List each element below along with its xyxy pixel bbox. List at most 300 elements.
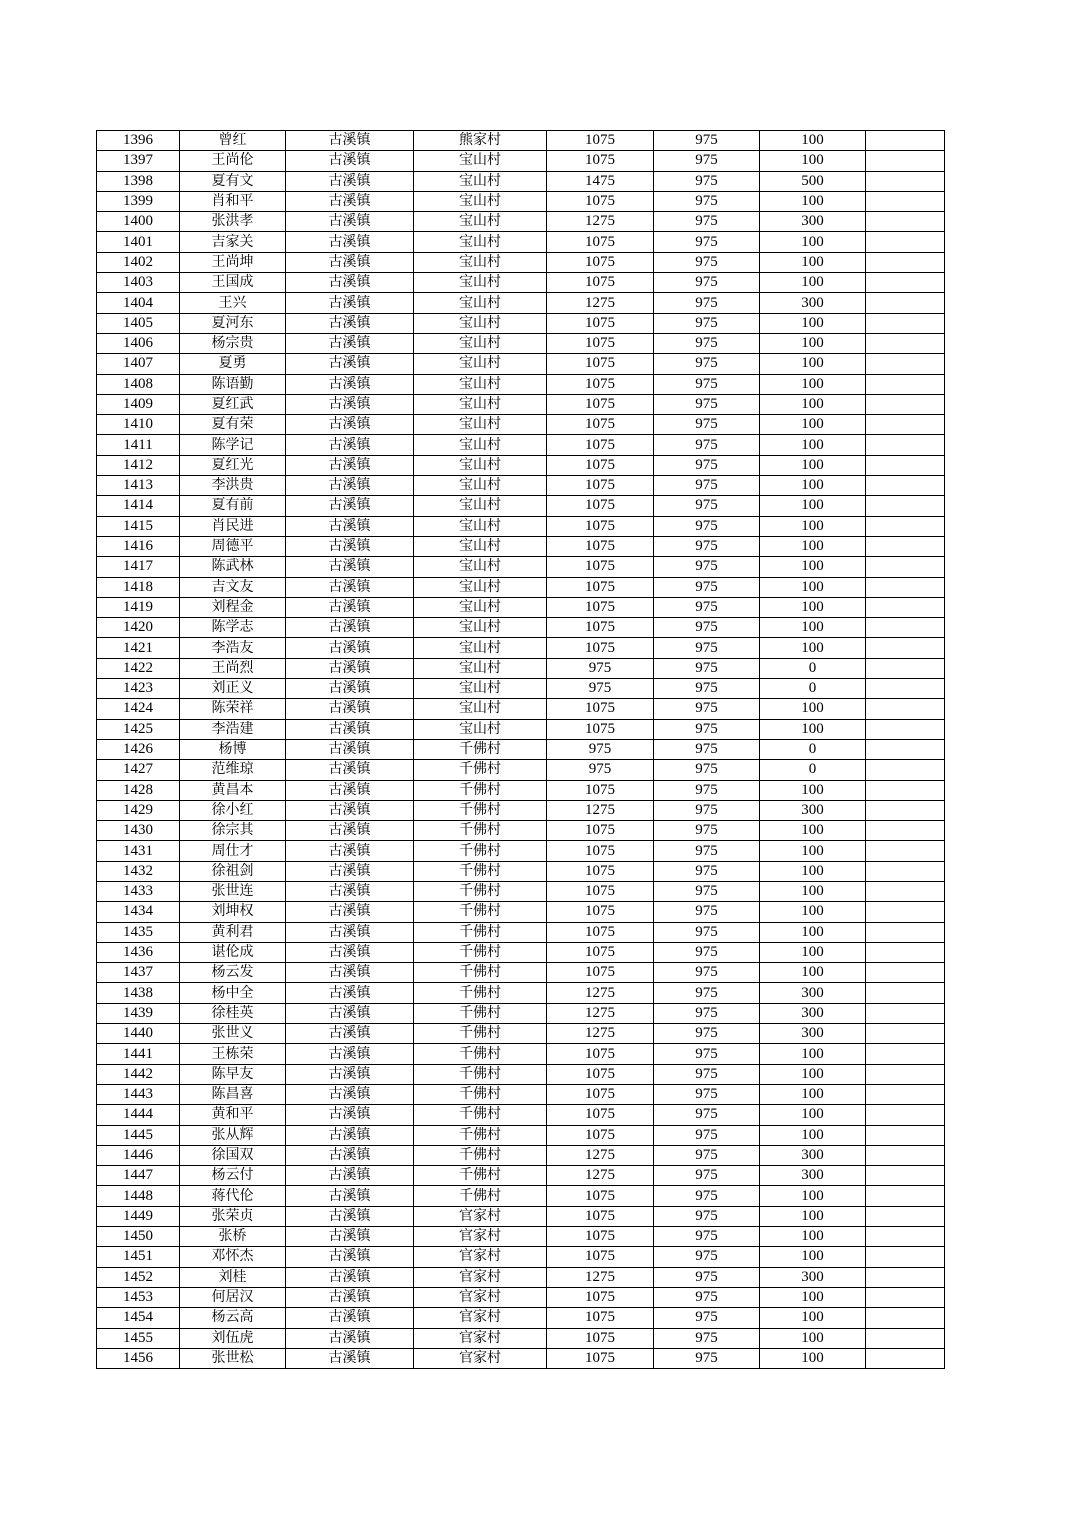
name-cell: 刘坤权 xyxy=(180,902,286,922)
remark-cell xyxy=(866,1328,945,1348)
table-row xyxy=(97,171,945,191)
difference-cell: 100 xyxy=(760,455,866,475)
name-cell: 张洪孝 xyxy=(180,212,286,232)
amount-b-cell: 975 xyxy=(654,780,760,800)
amount-a-cell: 1075 xyxy=(547,354,654,374)
table-row xyxy=(97,922,945,942)
row-number-cell: 1397 xyxy=(97,151,180,171)
table-row xyxy=(97,1064,945,1084)
village-cell: 宝山村 xyxy=(414,252,547,272)
amount-a-cell: 1075 xyxy=(547,881,654,901)
table-row xyxy=(97,1308,945,1328)
difference-cell: 100 xyxy=(760,638,866,658)
table-row xyxy=(97,1044,945,1064)
amount-a-cell: 1075 xyxy=(547,333,654,353)
remark-cell xyxy=(866,780,945,800)
town-cell: 古溪镇 xyxy=(286,983,414,1003)
remark-cell xyxy=(866,597,945,617)
row-number-cell: 1438 xyxy=(97,983,180,1003)
town-cell: 古溪镇 xyxy=(286,1328,414,1348)
difference-cell: 300 xyxy=(760,800,866,820)
row-number-cell: 1427 xyxy=(97,760,180,780)
row-number-cell: 1443 xyxy=(97,1084,180,1104)
amount-b-cell: 975 xyxy=(654,638,760,658)
town-cell: 古溪镇 xyxy=(286,476,414,496)
amount-a-cell: 1475 xyxy=(547,171,654,191)
name-cell: 王栋荣 xyxy=(180,1044,286,1064)
town-cell: 古溪镇 xyxy=(286,881,414,901)
town-cell: 古溪镇 xyxy=(286,1105,414,1125)
table-row xyxy=(97,1227,945,1247)
village-cell: 千佛村 xyxy=(414,1105,547,1125)
table-row xyxy=(97,719,945,739)
name-cell: 陈学志 xyxy=(180,618,286,638)
amount-b-cell: 975 xyxy=(654,739,760,759)
village-cell: 宝山村 xyxy=(414,394,547,414)
village-cell: 千佛村 xyxy=(414,861,547,881)
amount-a-cell: 1075 xyxy=(547,1125,654,1145)
table-row xyxy=(97,881,945,901)
row-number-cell: 1423 xyxy=(97,679,180,699)
name-cell: 杨中全 xyxy=(180,983,286,1003)
row-number-cell: 1413 xyxy=(97,476,180,496)
name-cell: 吉家关 xyxy=(180,232,286,252)
difference-cell: 100 xyxy=(760,1125,866,1145)
town-cell: 古溪镇 xyxy=(286,1247,414,1267)
difference-cell: 100 xyxy=(760,496,866,516)
village-cell: 宝山村 xyxy=(414,597,547,617)
row-number-cell: 1444 xyxy=(97,1105,180,1125)
difference-cell: 300 xyxy=(760,1145,866,1165)
remark-cell xyxy=(866,983,945,1003)
remark-cell xyxy=(866,861,945,881)
village-cell: 宝山村 xyxy=(414,273,547,293)
amount-b-cell: 975 xyxy=(654,983,760,1003)
village-cell: 宝山村 xyxy=(414,415,547,435)
name-cell: 陈语勤 xyxy=(180,374,286,394)
amount-a-cell: 975 xyxy=(547,679,654,699)
amount-a-cell: 1275 xyxy=(547,1145,654,1165)
town-cell: 古溪镇 xyxy=(286,841,414,861)
town-cell: 古溪镇 xyxy=(286,922,414,942)
amount-a-cell: 1075 xyxy=(547,1084,654,1104)
table-row xyxy=(97,374,945,394)
town-cell: 古溪镇 xyxy=(286,293,414,313)
remark-cell xyxy=(866,252,945,272)
difference-cell: 100 xyxy=(760,861,866,881)
amount-a-cell: 1075 xyxy=(547,1348,654,1368)
name-cell: 陈早友 xyxy=(180,1064,286,1084)
remark-cell xyxy=(866,1287,945,1307)
amount-a-cell: 1075 xyxy=(547,861,654,881)
village-cell: 宝山村 xyxy=(414,536,547,556)
amount-a-cell: 1275 xyxy=(547,293,654,313)
amount-b-cell: 975 xyxy=(654,1186,760,1206)
difference-cell: 100 xyxy=(760,415,866,435)
amount-a-cell: 1075 xyxy=(547,1227,654,1247)
row-number-cell: 1432 xyxy=(97,861,180,881)
remark-cell xyxy=(866,739,945,759)
remark-cell xyxy=(866,496,945,516)
remark-cell xyxy=(866,618,945,638)
village-cell: 千佛村 xyxy=(414,1145,547,1165)
amount-a-cell: 1275 xyxy=(547,1267,654,1287)
remark-cell xyxy=(866,1145,945,1165)
village-cell: 千佛村 xyxy=(414,1125,547,1145)
table-row xyxy=(97,800,945,820)
row-number-cell: 1441 xyxy=(97,1044,180,1064)
table-row xyxy=(97,232,945,252)
town-cell: 古溪镇 xyxy=(286,171,414,191)
row-number-cell: 1434 xyxy=(97,902,180,922)
name-cell: 张从辉 xyxy=(180,1125,286,1145)
amount-b-cell: 975 xyxy=(654,618,760,638)
table-row xyxy=(97,1166,945,1186)
amount-b-cell: 975 xyxy=(654,942,760,962)
row-number-cell: 1412 xyxy=(97,455,180,475)
amount-a-cell: 1075 xyxy=(547,1105,654,1125)
name-cell: 徐宗其 xyxy=(180,821,286,841)
town-cell: 古溪镇 xyxy=(286,1287,414,1307)
remark-cell xyxy=(866,1003,945,1023)
amount-a-cell: 1075 xyxy=(547,577,654,597)
amount-a-cell: 1075 xyxy=(547,699,654,719)
remark-cell xyxy=(866,374,945,394)
town-cell: 古溪镇 xyxy=(286,313,414,333)
amount-a-cell: 1275 xyxy=(547,800,654,820)
town-cell: 古溪镇 xyxy=(286,536,414,556)
town-cell: 古溪镇 xyxy=(286,212,414,232)
village-cell: 千佛村 xyxy=(414,1024,547,1044)
row-number-cell: 1411 xyxy=(97,435,180,455)
table-row xyxy=(97,455,945,475)
amount-a-cell: 1275 xyxy=(547,1166,654,1186)
name-cell: 曾红 xyxy=(180,131,286,151)
amount-b-cell: 975 xyxy=(654,1125,760,1145)
town-cell: 古溪镇 xyxy=(286,1044,414,1064)
town-cell: 古溪镇 xyxy=(286,1024,414,1044)
amount-b-cell: 975 xyxy=(654,232,760,252)
village-cell: 千佛村 xyxy=(414,983,547,1003)
amount-a-cell: 1075 xyxy=(547,151,654,171)
amount-b-cell: 975 xyxy=(654,212,760,232)
row-number-cell: 1426 xyxy=(97,739,180,759)
amount-b-cell: 975 xyxy=(654,1064,760,1084)
row-number-cell: 1399 xyxy=(97,191,180,211)
table-row xyxy=(97,1348,945,1368)
amount-b-cell: 975 xyxy=(654,1206,760,1226)
difference-cell: 100 xyxy=(760,435,866,455)
village-cell: 千佛村 xyxy=(414,800,547,820)
table-row xyxy=(97,1125,945,1145)
difference-cell: 100 xyxy=(760,881,866,901)
row-number-cell: 1405 xyxy=(97,313,180,333)
amount-b-cell: 975 xyxy=(654,1267,760,1287)
difference-cell: 100 xyxy=(760,841,866,861)
amount-b-cell: 975 xyxy=(654,354,760,374)
village-cell: 宝山村 xyxy=(414,333,547,353)
row-number-cell: 1409 xyxy=(97,394,180,414)
name-cell: 何居汉 xyxy=(180,1287,286,1307)
difference-cell: 100 xyxy=(760,151,866,171)
difference-cell: 100 xyxy=(760,374,866,394)
amount-b-cell: 975 xyxy=(654,1328,760,1348)
remark-cell xyxy=(866,354,945,374)
name-cell: 刘正义 xyxy=(180,679,286,699)
row-number-cell: 1416 xyxy=(97,536,180,556)
remark-cell xyxy=(866,841,945,861)
village-cell: 宝山村 xyxy=(414,516,547,536)
name-cell: 黄和平 xyxy=(180,1105,286,1125)
amount-a-cell: 1075 xyxy=(547,1206,654,1226)
table-row xyxy=(97,536,945,556)
amount-b-cell: 975 xyxy=(654,557,760,577)
town-cell: 古溪镇 xyxy=(286,821,414,841)
amount-b-cell: 975 xyxy=(654,394,760,414)
table-row xyxy=(97,983,945,1003)
amount-b-cell: 975 xyxy=(654,679,760,699)
town-cell: 古溪镇 xyxy=(286,151,414,171)
remark-cell xyxy=(866,212,945,232)
amount-b-cell: 975 xyxy=(654,881,760,901)
name-cell: 王兴 xyxy=(180,293,286,313)
table-row xyxy=(97,577,945,597)
village-cell: 官家村 xyxy=(414,1227,547,1247)
amount-a-cell: 1075 xyxy=(547,374,654,394)
difference-cell: 100 xyxy=(760,191,866,211)
remark-cell xyxy=(866,821,945,841)
row-number-cell: 1406 xyxy=(97,333,180,353)
town-cell: 古溪镇 xyxy=(286,658,414,678)
name-cell: 肖和平 xyxy=(180,191,286,211)
amount-a-cell: 1075 xyxy=(547,1308,654,1328)
remark-cell xyxy=(866,151,945,171)
name-cell: 刘桂 xyxy=(180,1267,286,1287)
remark-cell xyxy=(866,516,945,536)
row-number-cell: 1451 xyxy=(97,1247,180,1267)
remark-cell xyxy=(866,658,945,678)
amount-b-cell: 975 xyxy=(654,1145,760,1165)
row-number-cell: 1440 xyxy=(97,1024,180,1044)
amount-b-cell: 975 xyxy=(654,131,760,151)
table-row xyxy=(97,1084,945,1104)
amount-a-cell: 1075 xyxy=(547,942,654,962)
difference-cell: 100 xyxy=(760,1308,866,1328)
amount-b-cell: 975 xyxy=(654,699,760,719)
name-cell: 李浩建 xyxy=(180,719,286,739)
row-number-cell: 1410 xyxy=(97,415,180,435)
row-number-cell: 1442 xyxy=(97,1064,180,1084)
table-row xyxy=(97,618,945,638)
row-number-cell: 1433 xyxy=(97,881,180,901)
town-cell: 古溪镇 xyxy=(286,699,414,719)
row-number-cell: 1430 xyxy=(97,821,180,841)
remark-cell xyxy=(866,293,945,313)
town-cell: 古溪镇 xyxy=(286,496,414,516)
village-cell: 宝山村 xyxy=(414,476,547,496)
remark-cell xyxy=(866,963,945,983)
row-number-cell: 1437 xyxy=(97,963,180,983)
name-cell: 杨博 xyxy=(180,739,286,759)
amount-b-cell: 975 xyxy=(654,1348,760,1368)
difference-cell: 100 xyxy=(760,1206,866,1226)
name-cell: 夏有文 xyxy=(180,171,286,191)
remark-cell xyxy=(866,171,945,191)
row-number-cell: 1456 xyxy=(97,1348,180,1368)
difference-cell: 300 xyxy=(760,1024,866,1044)
difference-cell: 100 xyxy=(760,699,866,719)
row-number-cell: 1418 xyxy=(97,577,180,597)
difference-cell: 100 xyxy=(760,354,866,374)
row-number-cell: 1417 xyxy=(97,557,180,577)
table-row xyxy=(97,821,945,841)
town-cell: 古溪镇 xyxy=(286,1227,414,1247)
amount-b-cell: 975 xyxy=(654,1166,760,1186)
name-cell: 王尚坤 xyxy=(180,252,286,272)
town-cell: 古溪镇 xyxy=(286,618,414,638)
amount-b-cell: 975 xyxy=(654,496,760,516)
amount-b-cell: 975 xyxy=(654,760,760,780)
village-cell: 宝山村 xyxy=(414,679,547,699)
amount-b-cell: 975 xyxy=(654,516,760,536)
town-cell: 古溪镇 xyxy=(286,191,414,211)
amount-b-cell: 975 xyxy=(654,536,760,556)
name-cell: 张世义 xyxy=(180,1024,286,1044)
amount-a-cell: 1075 xyxy=(547,476,654,496)
table-row xyxy=(97,902,945,922)
town-cell: 古溪镇 xyxy=(286,1145,414,1165)
name-cell: 夏勇 xyxy=(180,354,286,374)
table-row xyxy=(97,252,945,272)
town-cell: 古溪镇 xyxy=(286,455,414,475)
name-cell: 徐国双 xyxy=(180,1145,286,1165)
row-number-cell: 1429 xyxy=(97,800,180,820)
difference-cell: 0 xyxy=(760,658,866,678)
name-cell: 杨云发 xyxy=(180,963,286,983)
village-cell: 熊家村 xyxy=(414,131,547,151)
difference-cell: 100 xyxy=(760,232,866,252)
amount-a-cell: 975 xyxy=(547,760,654,780)
amount-b-cell: 975 xyxy=(654,800,760,820)
remark-cell xyxy=(866,1267,945,1287)
name-cell: 徐桂英 xyxy=(180,1003,286,1023)
amount-b-cell: 975 xyxy=(654,476,760,496)
remark-cell xyxy=(866,131,945,151)
amount-a-cell: 1075 xyxy=(547,191,654,211)
amount-b-cell: 975 xyxy=(654,171,760,191)
amount-a-cell: 1075 xyxy=(547,618,654,638)
village-cell: 千佛村 xyxy=(414,963,547,983)
town-cell: 古溪镇 xyxy=(286,719,414,739)
row-number-cell: 1450 xyxy=(97,1227,180,1247)
town-cell: 古溪镇 xyxy=(286,942,414,962)
difference-cell: 100 xyxy=(760,1348,866,1368)
table-row xyxy=(97,435,945,455)
remark-cell xyxy=(866,1308,945,1328)
difference-cell: 100 xyxy=(760,821,866,841)
table-row xyxy=(97,638,945,658)
village-cell: 宝山村 xyxy=(414,354,547,374)
remark-cell xyxy=(866,679,945,699)
village-cell: 千佛村 xyxy=(414,1064,547,1084)
amount-b-cell: 975 xyxy=(654,1247,760,1267)
amount-a-cell: 1075 xyxy=(547,1186,654,1206)
difference-cell: 100 xyxy=(760,476,866,496)
amount-b-cell: 975 xyxy=(654,1084,760,1104)
row-number-cell: 1420 xyxy=(97,618,180,638)
amount-a-cell: 1275 xyxy=(547,212,654,232)
amount-a-cell: 1075 xyxy=(547,1287,654,1307)
amount-b-cell: 975 xyxy=(654,191,760,211)
village-cell: 千佛村 xyxy=(414,1044,547,1064)
village-cell: 宝山村 xyxy=(414,232,547,252)
remark-cell xyxy=(866,536,945,556)
town-cell: 古溪镇 xyxy=(286,1308,414,1328)
town-cell: 古溪镇 xyxy=(286,557,414,577)
row-number-cell: 1449 xyxy=(97,1206,180,1226)
amount-b-cell: 975 xyxy=(654,841,760,861)
town-cell: 古溪镇 xyxy=(286,131,414,151)
table-row xyxy=(97,780,945,800)
village-cell: 千佛村 xyxy=(414,760,547,780)
amount-a-cell: 1075 xyxy=(547,273,654,293)
amount-a-cell: 1075 xyxy=(547,1044,654,1064)
remark-cell xyxy=(866,800,945,820)
name-cell: 夏红光 xyxy=(180,455,286,475)
village-cell: 宝山村 xyxy=(414,171,547,191)
row-number-cell: 1428 xyxy=(97,780,180,800)
village-cell: 千佛村 xyxy=(414,821,547,841)
remark-cell xyxy=(866,1227,945,1247)
amount-a-cell: 1075 xyxy=(547,557,654,577)
name-cell: 夏河东 xyxy=(180,313,286,333)
amount-b-cell: 975 xyxy=(654,313,760,333)
town-cell: 古溪镇 xyxy=(286,516,414,536)
difference-cell: 100 xyxy=(760,1328,866,1348)
row-number-cell: 1454 xyxy=(97,1308,180,1328)
town-cell: 古溪镇 xyxy=(286,354,414,374)
amount-a-cell: 1075 xyxy=(547,496,654,516)
difference-cell: 100 xyxy=(760,1287,866,1307)
town-cell: 古溪镇 xyxy=(286,415,414,435)
village-cell: 宝山村 xyxy=(414,455,547,475)
name-cell: 夏有荣 xyxy=(180,415,286,435)
amount-b-cell: 975 xyxy=(654,151,760,171)
difference-cell: 100 xyxy=(760,922,866,942)
name-cell: 夏有前 xyxy=(180,496,286,516)
table-row xyxy=(97,699,945,719)
amount-a-cell: 1075 xyxy=(547,313,654,333)
difference-cell: 100 xyxy=(760,719,866,739)
row-number-cell: 1422 xyxy=(97,658,180,678)
remark-cell xyxy=(866,232,945,252)
difference-cell: 100 xyxy=(760,618,866,638)
remark-cell xyxy=(866,1064,945,1084)
remark-cell xyxy=(866,902,945,922)
remark-cell xyxy=(866,1024,945,1044)
remark-cell xyxy=(866,435,945,455)
village-cell: 千佛村 xyxy=(414,1186,547,1206)
amount-a-cell: 1075 xyxy=(547,455,654,475)
amount-a-cell: 975 xyxy=(547,658,654,678)
table-row xyxy=(97,1287,945,1307)
amount-b-cell: 975 xyxy=(654,597,760,617)
remark-cell xyxy=(866,638,945,658)
town-cell: 古溪镇 xyxy=(286,780,414,800)
remark-cell xyxy=(866,1206,945,1226)
village-cell: 千佛村 xyxy=(414,942,547,962)
amount-b-cell: 975 xyxy=(654,1024,760,1044)
